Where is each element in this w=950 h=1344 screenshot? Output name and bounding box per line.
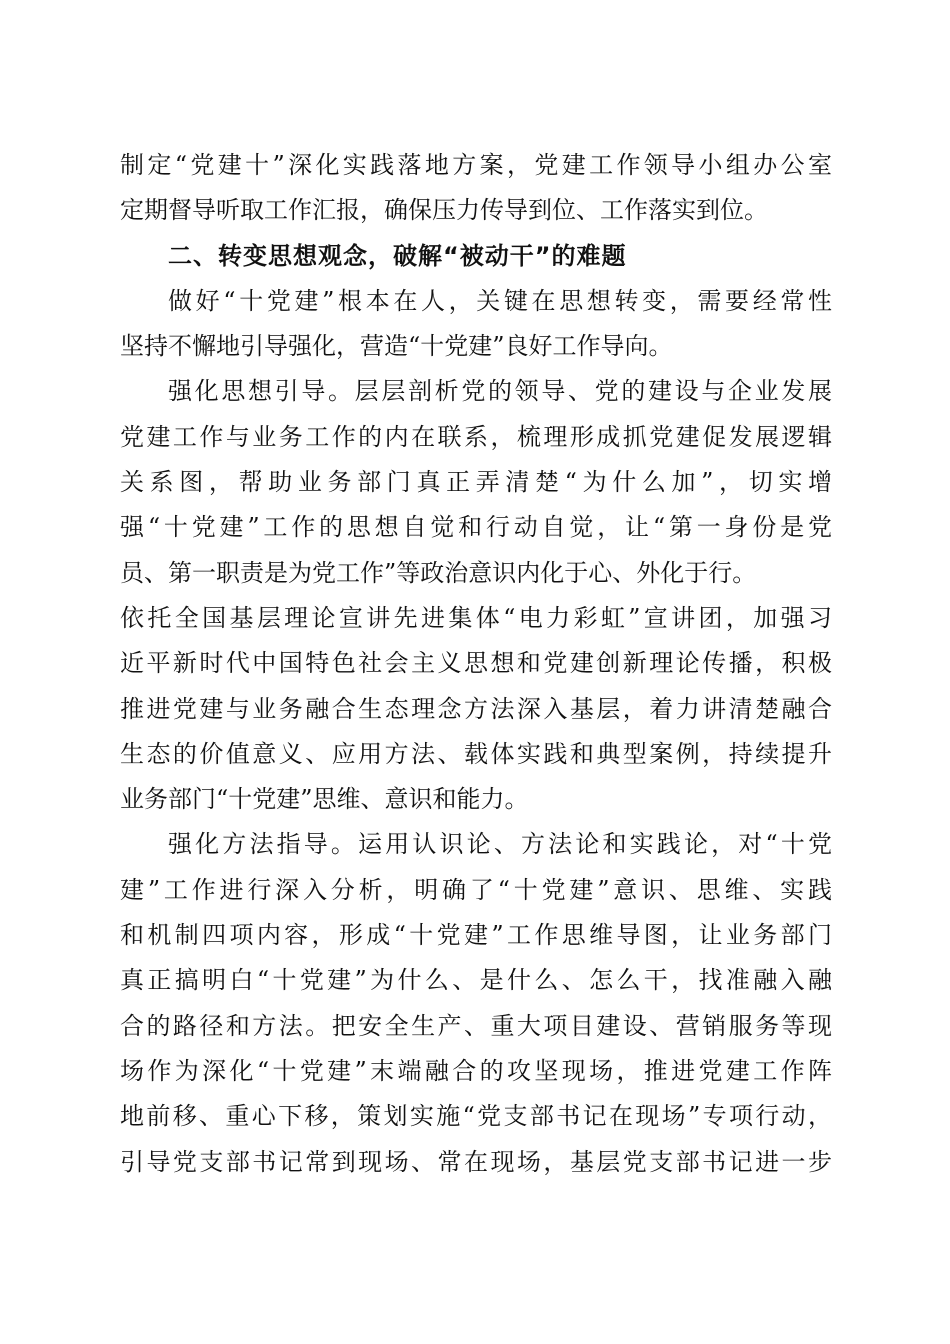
paragraph-line: 推进党建与业务融合生态理念方法深入基层，着力讲清楚融合 [120, 694, 832, 723]
paragraph-line: 场作为深化“十党建”末端融合的攻坚现场，推进党建工作阵 [120, 1056, 832, 1085]
paragraph-line: 业务部门“十党建”思维、意识和能力。 [120, 785, 529, 814]
paragraph-line: 制定“党建十”深化实践落地方案，党建工作领导小组办公室 [120, 151, 832, 179]
paragraph-line: 建”工作进行深入分析，明确了“十党建”意识、思维、实践 [120, 875, 832, 904]
paragraph-line: 和机制四项内容，形成“十党建”工作思维导图，让业务部门 [120, 921, 832, 950]
paragraph-line: 党建工作与业务工作的内在联系，梳理形成抓党建促发展逻辑 [120, 422, 832, 451]
paragraph-line: 生态的价值意义、应用方法、载体实践和典型案例，持续提升 [120, 739, 832, 768]
paragraph-line: 引导党支部书记常到现场、常在现场，基层党支部书记进一步 [120, 1147, 832, 1176]
paragraph-line: 做好“十党建”根本在人，关键在思想转变，需要经常性 [168, 286, 832, 315]
paragraph-line: 真正搞明白“十党建”为什么、是什么、怎么干，找准融入融 [120, 966, 832, 995]
paragraph-line: 员、第一职责是为党工作”等政治意识内化于心、外化于行。 [120, 558, 757, 587]
paragraph-line: 依托全国基层理论宣讲先进集体“电力彩虹”宣讲团，加强习 [120, 603, 832, 632]
paragraph-line: 关系图，帮助业务部门真正弄清楚“为什么加”，切实增 [120, 468, 832, 497]
paragraph-line: 坚持不懈地引导强化，营造“十党建”良好工作导向。 [120, 332, 673, 361]
paragraph-line: 强化思想引导。层层剖析党的领导、党的建设与企业发展 [168, 377, 832, 406]
paragraph-line: 合的路径和方法。把安全生产、重大项目建设、营销服务等现 [120, 1011, 832, 1040]
document-body [120, 143, 832, 1185]
paragraph-line: 强“十党建”工作的思想自觉和行动自觉，让“第一身份是党 [120, 513, 832, 542]
paragraph-line: 定期督导听取工作汇报，确保压力传导到位、工作落实到位。 [120, 196, 768, 225]
paragraph-line: 强化方法指导。运用认识论、方法论和实践论，对“十党 [168, 830, 832, 859]
section-heading: 二、转变思想观念，破解“被动干”的难题 [168, 241, 627, 270]
paragraph-line: 地前移、重心下移，策划实施“党支部书记在现场”专项行动， [120, 1102, 832, 1131]
paragraph-line: 近平新时代中国特色社会主义思想和党建创新理论传播，积极 [120, 649, 832, 678]
